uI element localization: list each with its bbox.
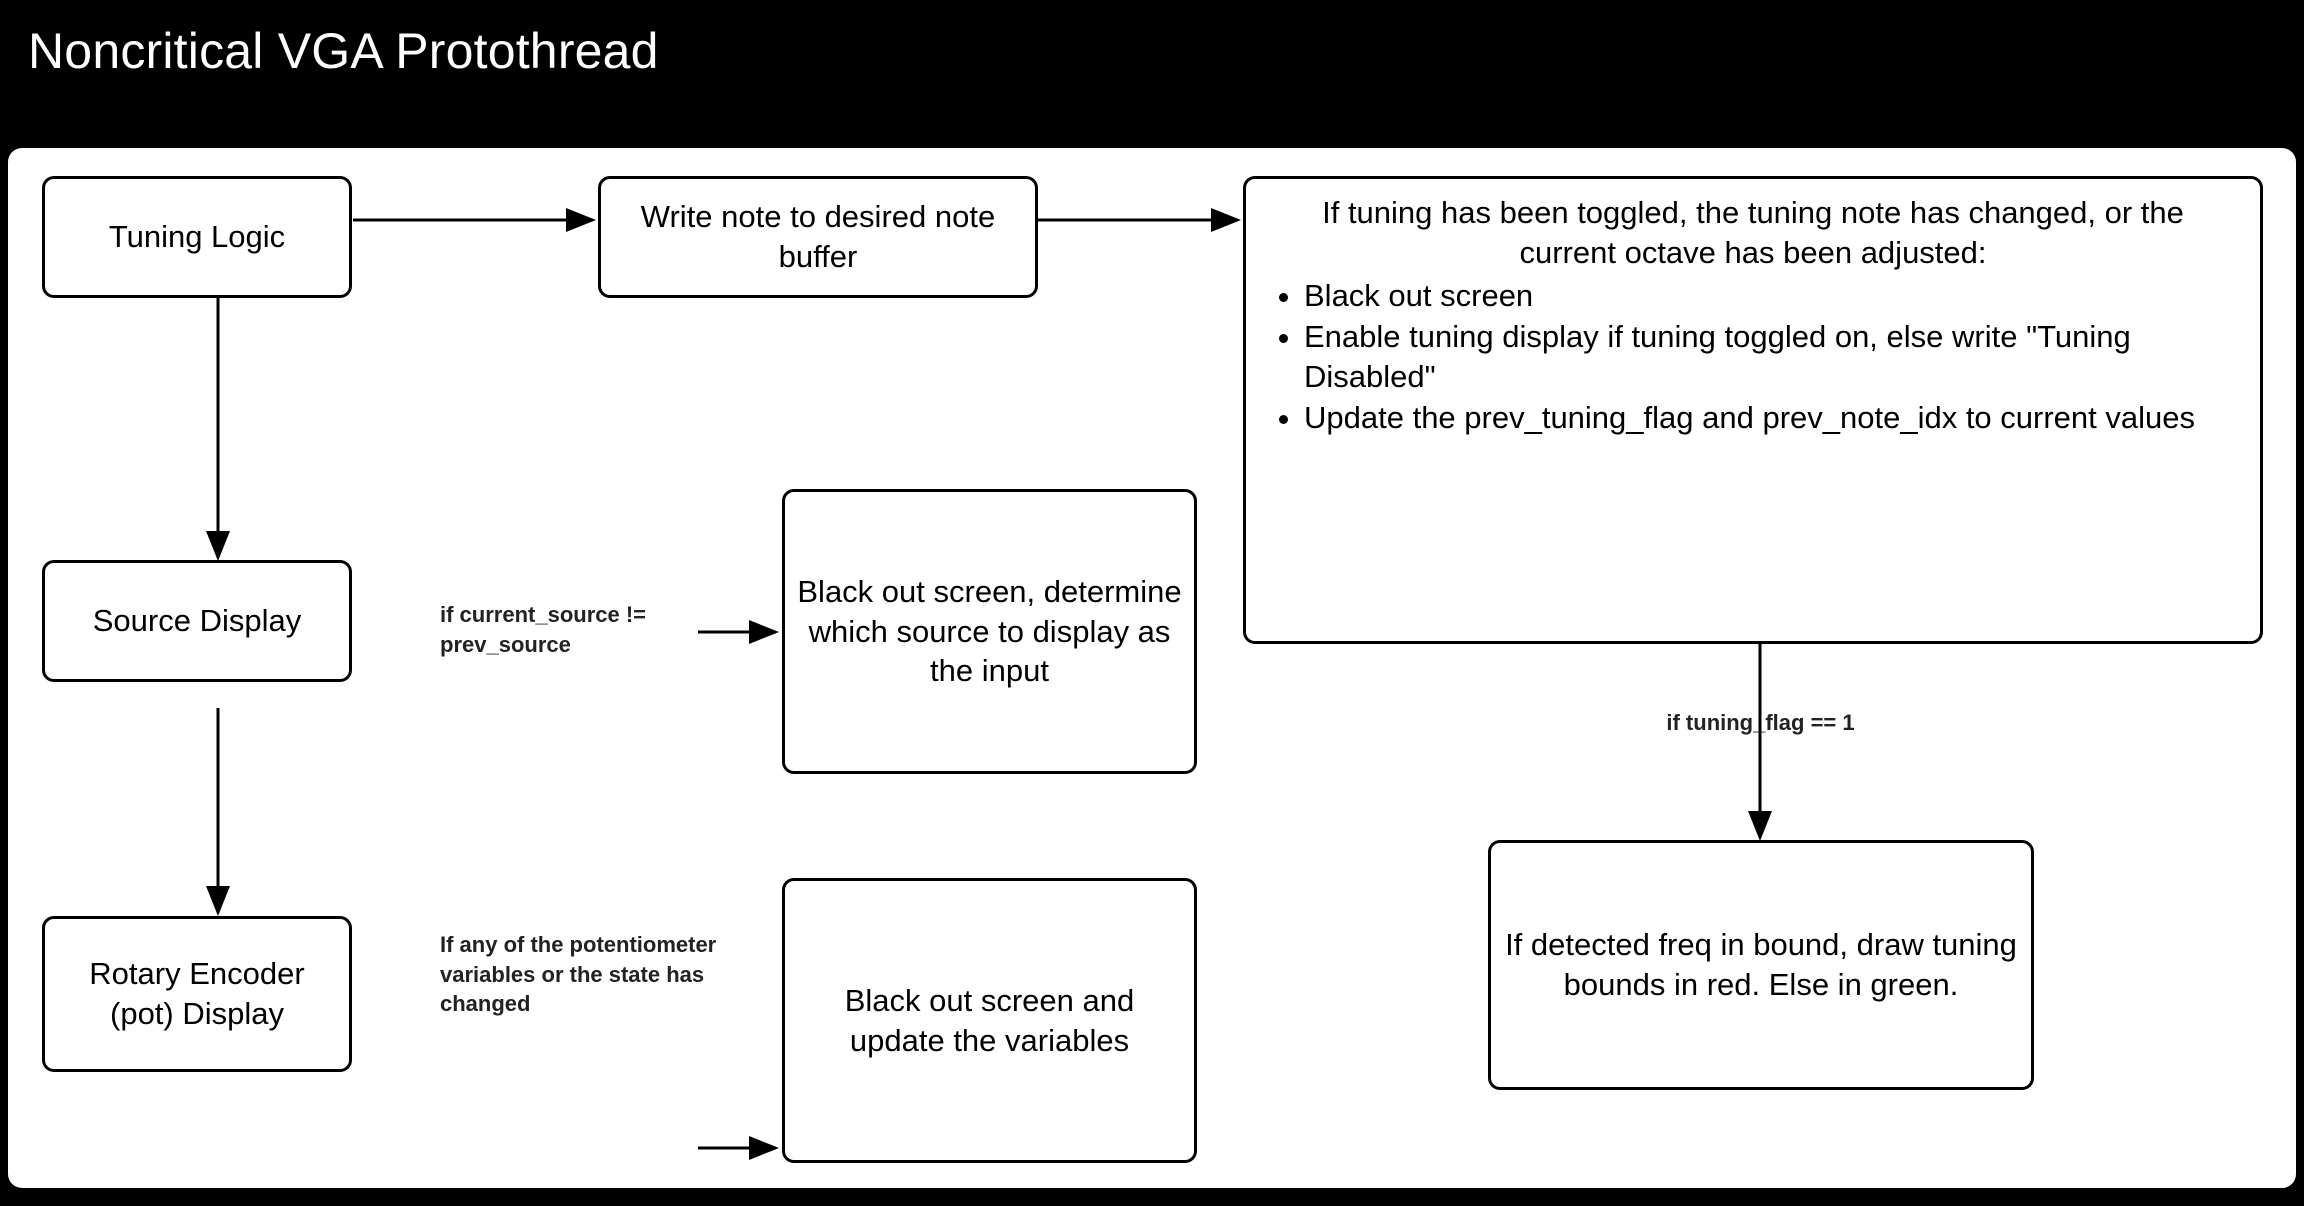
page-title: Noncritical VGA Protothread (28, 23, 659, 79)
edge-label-source-condition (440, 600, 740, 659)
node-blackout-variables[interactable] (782, 878, 1197, 1163)
edge-label-tuning-flag-text: if tuning_flag == 1 (1666, 710, 1855, 735)
tuning-bullet-3: • Update the prev_tuning_flag and prev_note_idx to current values (1304, 398, 2236, 438)
node-rotary-encoder-label: Rotary Encoder (pot) Display (89, 956, 305, 1031)
edge-label-tuning-flag (1588, 708, 1933, 738)
node-freq-bounds[interactable] (1488, 840, 2034, 1090)
node-tuning-block[interactable] (1243, 176, 2263, 644)
node-blackout-source-label: Black out screen, determine which source to display as the input (797, 573, 1182, 689)
edge-label-source-condition-text: if current_source != prev_source (440, 602, 647, 657)
tuning-bullet-1: • Black out screen (1304, 276, 2236, 316)
node-blackout-variables-label: Black out screen and update the variables (844, 982, 1135, 1058)
edge-label-pot-condition (440, 930, 720, 1019)
node-source-display-label: Source Display (92, 603, 302, 639)
diagram-canvas (8, 148, 2296, 1188)
node-source-display[interactable] (42, 560, 352, 682)
node-tuning-block-bullets (1270, 276, 2236, 439)
node-rotary-encoder[interactable] (42, 916, 352, 1072)
node-blackout-source[interactable] (782, 489, 1197, 774)
node-tuning-block-header: If tuning has been toggled, the tuning note has changed, or the current octave has been adjusted: (1322, 195, 2184, 271)
node-freq-bounds-label: If detected freq in bound, draw tuning bounds in red. Else in green. (1505, 927, 2017, 1002)
node-tuning-logic[interactable] (42, 176, 352, 298)
node-tuning-logic-label: Tuning Logic (108, 219, 286, 255)
node-write-note-label: Write note to desired note buffer (640, 199, 996, 274)
node-write-note[interactable] (598, 176, 1038, 298)
edge-label-pot-condition-text: If any of the potentiometer variables or the state has changed (440, 932, 717, 1017)
tuning-bullet-2: • Enable tuning display if tuning toggled on, else write "Tuning Disabled" (1304, 317, 2236, 398)
